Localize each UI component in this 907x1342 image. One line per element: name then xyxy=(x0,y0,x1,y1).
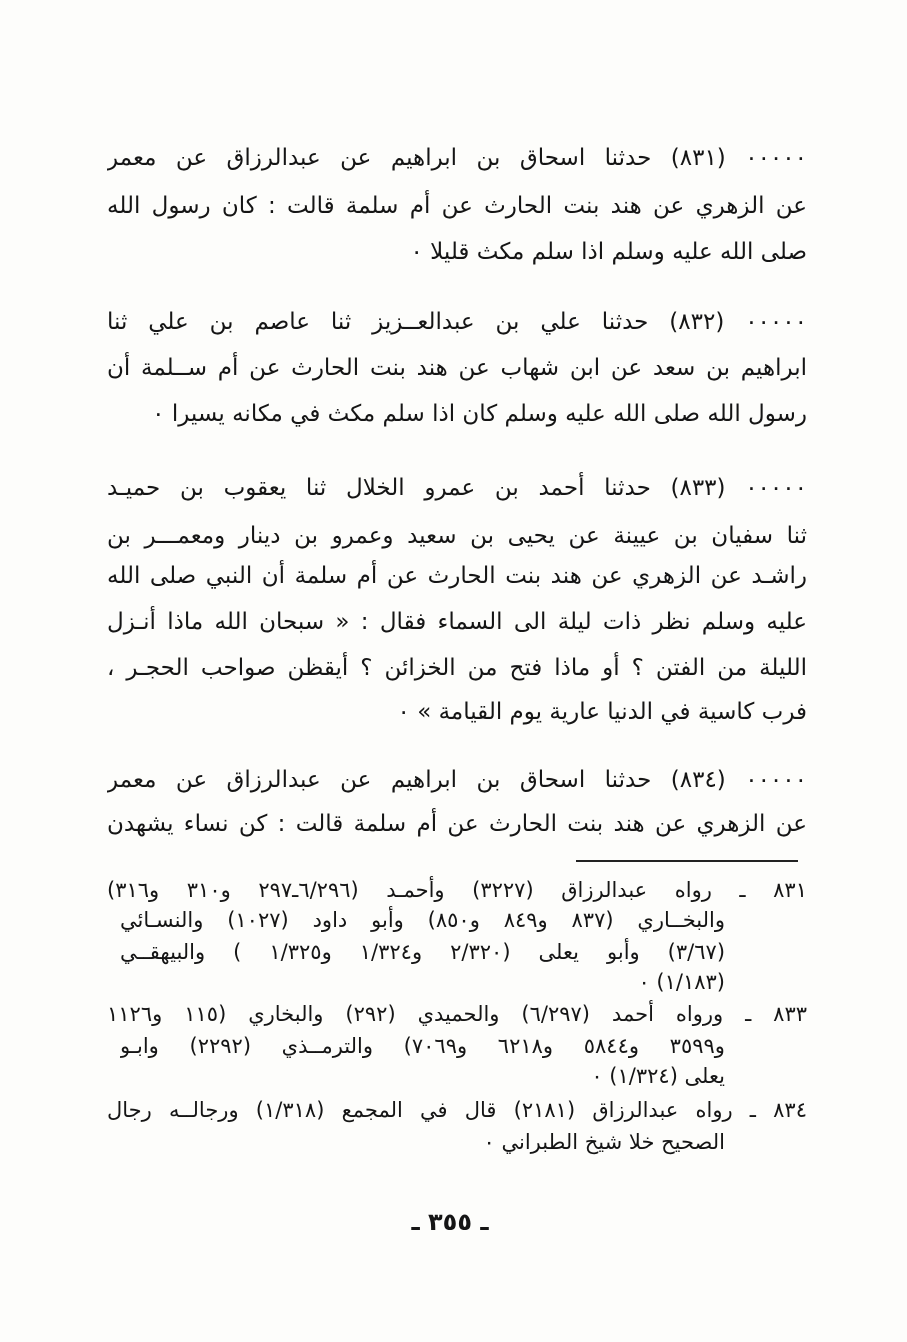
hadith-834-line-1: ٠٠٠٠٠ (٨٣٤) حدثنا اسحاق بن ابراهيم عن عبدالرزاق عن معمر xyxy=(107,767,807,793)
hadith-833-line-5: الليلة من الفتن ؟ أو ماذا فتح من الخزائن ؟ أيقظن صواحب الحجـر ، xyxy=(107,655,807,681)
footnote-833-line-2: و٣٥٩٩ و٥٨٤٤ و٦٢١٨ و٧٠٦٩) والترمــذي (٢٢٩٢) وابـو xyxy=(120,1034,725,1058)
hadith-831-line-2: عن الزهري عن هند بنت الحارث عن أم سلمة قالت : كان رسول الله xyxy=(107,193,807,219)
hadith-833-line-1: ٠٠٠٠٠ (٨٣٣) حدثنا أحمد بن عمرو الخلال ثنا يعقوب بن حميـد xyxy=(107,475,807,501)
hadith-832-line-1: ٠٠٠٠٠ (٨٣٢) حدثنا علي بن عبدالعــزيز ثنا عاصم بن علي ثنا xyxy=(107,309,807,335)
footnote-831-line-4: (١/١٨٣) ٠ xyxy=(638,970,725,994)
footnote-831-line-3: (٣/٦٧) وأبو يعلى (٢/٣٢٠ و١/٣٢٤ و١/٣٢٥ ) والبيهقــي xyxy=(120,940,725,964)
footnote-833-line-1: ٨٣٣ ـ ورواه أحمد (٦/٢٩٧) والحميدي (٢٩٢) والبخاري (١١٥ و١١٢٦ xyxy=(107,1002,807,1026)
hadith-832-line-2: ابراهيم بن سعد عن ابن شهاب عن هند بنت الحارث عن أم ســلمة أن xyxy=(107,355,807,381)
footnote-831-line-2: والبخــاري (٨٣٧ و٨٤٩ و٨٥٠) وأبو داود (١٠٢٧) والنسـائي xyxy=(120,908,725,932)
hadith-832-line-3: رسول الله صلى الله عليه وسلم كان اذا سلم مكث في مكانه يسيرا ٠ xyxy=(152,401,807,427)
footnote-separator xyxy=(576,860,798,862)
hadith-834-line-2: عن الزهري عن هند بنت الحارث عن أم سلمة قالت : كن نساء يشهدن xyxy=(107,811,807,837)
footnote-834-line-2: الصحيح خلا شيخ الطبراني ٠ xyxy=(483,1130,725,1154)
footnote-833-line-3: يعلى (١/٣٢٤) ٠ xyxy=(591,1064,725,1088)
hadith-833-line-2: ثنا سفيان بن عيينة عن يحيى بن سعيد وعمرو بن دينار ومعمـــر بن xyxy=(107,523,807,549)
hadith-831-line-1: ٠٠٠٠٠ (٨٣١) حدثنا اسحاق بن ابراهيم عن عبدالرزاق عن معمر xyxy=(107,145,807,171)
page-number: ـ ٣٥٥ ـ xyxy=(411,1208,489,1236)
footnote-831-line-1: ٨٣١ ـ رواه عبدالرزاق (٣٢٢٧) وأحمـد (٦/٢٩٦ـ٢٩٧ و٣١٠ و٣١٦) xyxy=(107,878,807,902)
hadith-833-line-3: راشـد عن الزهري عن هند بنت الحارث عن أم سلمة أن النبي صلى الله xyxy=(107,563,807,589)
footnote-834-line-1: ٨٣٤ ـ رواه عبدالرزاق (٢١٨١) قال في المجمع (١/٣١٨) ورجالــه رجال xyxy=(107,1098,807,1122)
hadith-831-line-3: صلى الله عليه وسلم اذا سلم مكث قليلا ٠ xyxy=(410,239,807,265)
hadith-833-line-6: فرب كاسية في الدنيا عارية يوم القيامة » ٠ xyxy=(397,699,807,725)
hadith-833-line-4: عليه وسلم نظر ذات ليلة الى السماء فقال : « سبحان الله ماذا أنـزل xyxy=(107,609,807,635)
